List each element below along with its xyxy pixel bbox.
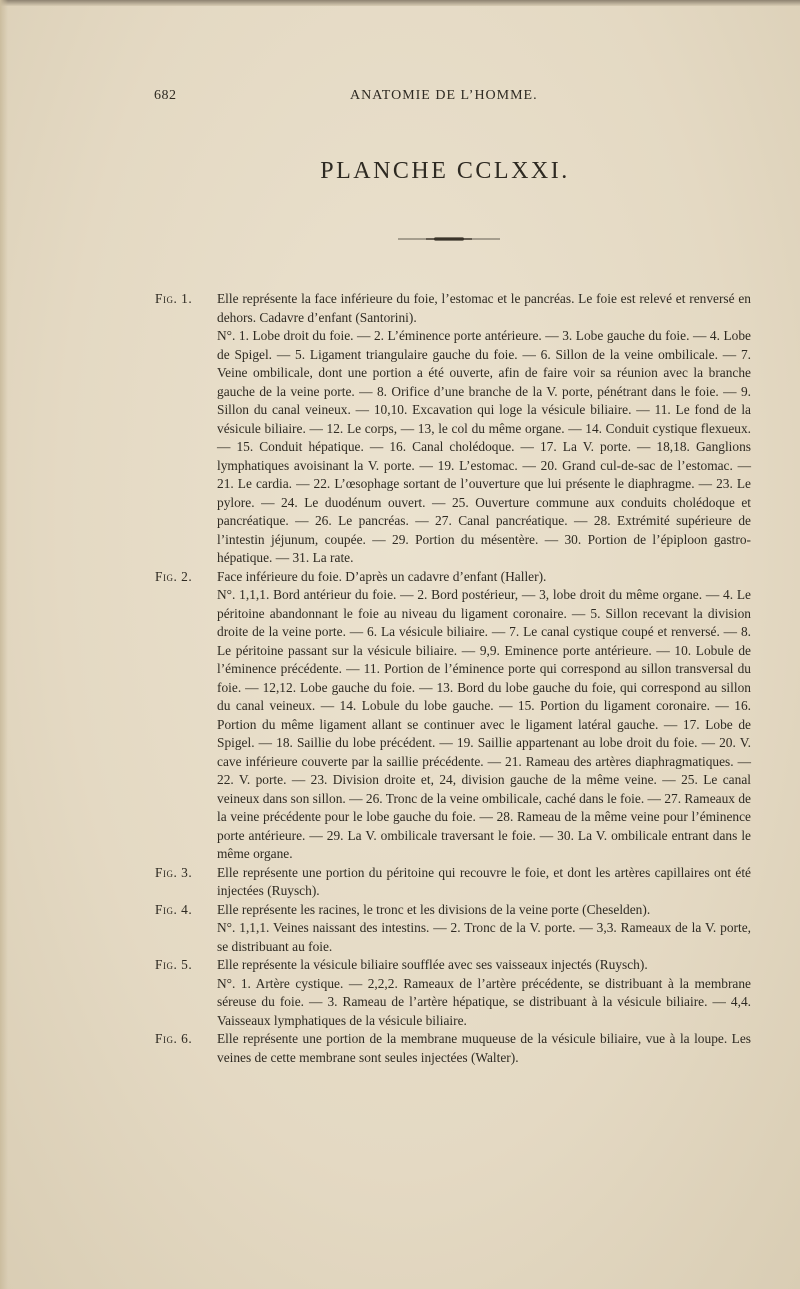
figure-label: Fig. 6.	[155, 1031, 193, 1046]
figure-caption: Elle représente la face inférieure du foie, l’estomac et le pancréas. Le foie est relevé et renversé en dehors. Cadavre d’enfant (Santorini).	[217, 291, 751, 325]
figure-label: Fig. 4.	[155, 901, 193, 917]
figure-label: Fig. 3.	[155, 864, 193, 880]
figure-details: N°. 1. Artère cystique. — 2,2,2. Rameaux de l’artère précédente, se distribuant à la membrane séreuse du foie. — 3. Rameau de l’artère hépatique, se distribuant à la vésicule biliaire. — 4,4. Vaisseaux lymphatiques de la vésicule biliaire.	[217, 975, 751, 1028]
running-head-title: ANATOMIE DE L’HOMME.	[350, 88, 538, 103]
page-left-edge	[0, 0, 8, 1289]
page-number: 682	[154, 88, 177, 103]
figure-details: N°. 1,1,1. Veines naissant des intestins. — 2. Tronc de la V. porte. — 3,3. Rameaux de la V. porte, se distribuant au foie.	[217, 920, 751, 954]
figure-label: Fig. 1.	[155, 291, 193, 306]
figure-details: N°. 1,1,1. Bord antérieur du foie. — 2. Bord postérieur, — 3, lobe droit du même organe. — 4. Le péritoine abandonnant le foie au niveau du ligament coronaire. — 5. Sillon recevant la division droite de la veine porte. — 6. La vésicule biliaire. — 7. Le canal cystique coupé et renversé. — 8. Le péritoine passant sur la vésicule biliaire. — 9,9. Eminence porte antérieure. — 10. Lobule de l’éminence précédente. — 11. Portion de l’éminence porte qui correspond au sillon transversal du foie. — 12,12. Lobe gauche du foie. — 13. Bord du lobe gauche du foie, qui correspond au sillon du canal veineux. — 14. Lobule du lobe gauche. — 15. Portion du ligament coronaire. — 16. Portion du même ligament allant se continuer avec le ligament latéral gauche. — 17. Lobe de Spigel. — 18. Saillie du lobe précédent. — 19. Saillie appartenant au lobe droit du foie. — 20. V. cave inférieure couverte par la saillie précédente. — 21. Rameau des artères diaphragmatiques. — 22. V. porte. — 23. Division droite et, 24, division gauche de la même veine. — 25. Le canal veineux dans son sillon. — 26. Tronc de la veine ombilicale, caché dans le foie. — 27. Rameaux de la veine précédente pour le lobe gauche du foie. — 28. Rameau de la même veine pour l’éminence porte antérieure. — 29. La V. ombilicale traversant le foie. — 30. La V. ombilicale entrant dans le même organe.	[217, 587, 751, 861]
figure-6-entry	[155, 1030, 751, 1067]
plate-legend	[155, 290, 751, 1067]
figure-2-entry	[155, 568, 751, 864]
figure-caption: Elle représente la vésicule biliaire soufflée avec ses vaisseaux injectés (Ruysch).	[217, 957, 648, 972]
figure-1-entry	[155, 290, 751, 568]
figure-caption: Face inférieure du foie. D’après un cadavre d’enfant (Haller).	[217, 568, 547, 584]
plate-title: PLANCHE CCLXXI.	[320, 158, 570, 184]
figure-details: N°. 1. Lobe droit du foie. — 2. L’éminence porte antérieure. — 3. Lobe gauche du foie. — 4. Lobe de Spigel. — 5. Ligament triangulaire gauche du foie. — 6. Sillon de la veine ombilicale. — 7. Veine ombilicale, dont une portion a été ouverte, afin de faire voir sa réunion avec la branche gauche de la veine porte. — 8. Orifice d’une branche de la V. porte, pénétrant dans le foie. — 9. Sillon du canal veineux. — 10,10. Excavation qui loge la vésicule biliaire. — 11. Le fond de la vésicule biliaire. — 12. Le corps, — 13, le col du même organe. — 14. Conduit cystique flexueux. — 15. Conduit hépatique. — 16. Canal cholédoque. — 17. La V. porte. — 18,18. Ganglions lymphatiques avoisinant la V. porte. — 19. L’estomac. — 20. Grand cul-de-sac de l’estomac. — 21. Le cardia. — 22. L’œsophage sortant de l’ouverture que lui présente le diaphragme. — 23. Le pylore. — 24. Le duodénum ouvert. — 25. Ouverture commune aux conduits cholédoque et pancréatique. — 26. Le pancréas. — 27. Canal pancréatique. — 28. Extrémité supérieure de l’intestin jéjunum, coupée. — 29. Portion du mésentère. — 30. Portion de l’épiploon gastro-hépatique. — 31. La rate.	[217, 328, 751, 565]
figure-5-entry	[155, 956, 751, 1030]
ornament-divider	[398, 236, 500, 242]
figure-caption: Elle représente une portion de la membrane muqueuse de la vésicule biliaire, vue à la loupe. Les veines de cette membrane sont seules injectées (Walter).	[217, 1031, 751, 1065]
figure-4-entry	[155, 901, 751, 957]
figure-caption: Elle représente les racines, le tronc et les divisions de la veine porte (Cheselden).	[217, 901, 651, 917]
figure-label: Fig. 2.	[155, 568, 193, 584]
running-head	[154, 88, 614, 108]
figure-label: Fig. 5.	[155, 957, 193, 972]
page-top-edge	[0, 0, 800, 6]
figure-caption: Elle représente une portion du péritoine qui recouvre le foie, et dont les artères capillaires ont été injectées (Ruysch).	[217, 864, 751, 898]
figure-3-entry	[155, 864, 751, 901]
